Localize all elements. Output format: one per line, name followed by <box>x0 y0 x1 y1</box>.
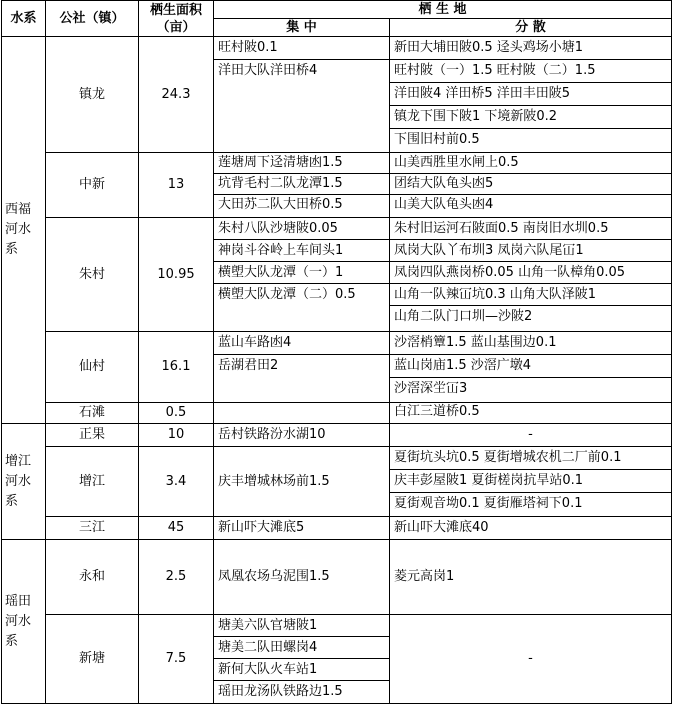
scattered-cell-line: 山角二队门口圳—沙陂2 <box>394 309 533 324</box>
scattered-cell-line: 夏街观音坳0.1 夏街雁塔祠下0.1 <box>394 496 583 511</box>
scattered-cell <box>390 153 672 218</box>
table-header <box>2 1 672 37</box>
commune-cell: 镇龙 <box>46 37 139 153</box>
concentrated-cell-line: 大田苏二队大田桥0.5 <box>218 197 343 212</box>
table-body <box>2 37 672 704</box>
concentrated-cell-line: 洋田大队洋田桥4 <box>218 63 318 78</box>
scattered-cell-line: - <box>528 427 533 442</box>
scattered-cell-line: 新田大埔田陂0.5 迳头鸡场小塘1 <box>390 37 671 60</box>
header-habitat: 栖 生 地 <box>214 1 672 19</box>
concentrated-cell-line: 瑶田龙汤队铁路边1.5 <box>218 684 343 699</box>
table-row <box>2 615 672 704</box>
concentrated-cell-line: 莲塘周下迳清塘凼1.5 <box>214 153 389 174</box>
table-row <box>2 218 672 332</box>
concentrated-cell <box>214 37 390 153</box>
table-row <box>2 403 672 424</box>
table-row <box>2 424 672 447</box>
scattered-cell-line: 凤岗四队燕岗桥0.05 山角一队樟角0.05 <box>390 262 671 284</box>
commune-cell: 正果 <box>46 424 139 447</box>
table-row <box>2 37 672 153</box>
scattered-cell-line: 洋田陂4 洋田桥5 洋田丰田陂5 <box>390 83 671 106</box>
scattered-cell-line: 沙滘梢簟1.5 蓝山基围边0.1 <box>390 332 671 355</box>
concentrated-cell-line: 凤凰农场乌泥围1.5 <box>218 569 330 584</box>
scattered-cell <box>390 540 672 615</box>
area-cell: 10 <box>139 424 214 447</box>
concentrated-cell <box>214 615 390 704</box>
scattered-cell-line: 山美西胜里水闸上0.5 <box>390 153 671 174</box>
concentrated-cell-line: 旺村陂0.1 <box>214 37 389 60</box>
concentrated-cell-line: 新山吓大滩底5 <box>218 520 305 535</box>
header-row-1 <box>2 1 672 19</box>
scattered-cell-line: 团结大队龟头凼5 <box>390 174 671 195</box>
header-system: 水系 <box>2 1 46 37</box>
commune-cell: 增江 <box>46 447 139 517</box>
table-row <box>2 153 672 218</box>
concentrated-cell <box>214 218 390 332</box>
concentrated-cell-line: 蓝山车路凼4 <box>214 332 389 355</box>
water-system-cell: 西福 河水 系 <box>2 37 46 424</box>
area-cell: 3.4 <box>139 447 214 517</box>
concentrated-cell-line: 岳湖君田2 <box>218 358 279 373</box>
concentrated-cell-line: 朱村八队沙塘陂0.05 <box>214 218 389 240</box>
scattered-cell-line: 镇龙下围下陂1 下境新陂0.2 <box>390 106 671 129</box>
commune-cell: 新塘 <box>46 615 139 704</box>
commune-cell: 三江 <box>46 517 139 540</box>
scattered-cell <box>390 447 672 517</box>
commune-cell: 永和 <box>46 540 139 615</box>
water-system-cell: 瑶田 河水 系 <box>2 540 46 704</box>
concentrated-cell <box>214 424 390 447</box>
scattered-cell-line: 夏街坑头坑0.5 夏街增城农机二厂前0.1 <box>390 447 671 470</box>
concentrated-cell-line: 新何大队火车站1 <box>214 659 389 681</box>
table-row <box>2 517 672 540</box>
scattered-cell <box>390 424 672 447</box>
scattered-cell-line: 山角一队辣冚坑0.3 山角大队泽陂1 <box>390 284 671 306</box>
area-cell: 16.1 <box>139 332 214 403</box>
scattered-cell <box>390 37 672 153</box>
scattered-cell-line: 凤岗大队丫布圳3 凤岗六队尾冚1 <box>390 240 671 262</box>
concentrated-cell <box>214 517 390 540</box>
scattered-cell-line: 朱村旧运河石陂面0.5 南岗旧水圳0.5 <box>390 218 671 240</box>
concentrated-cell-line: 塘美二队田螺岗4 <box>214 637 389 659</box>
scattered-cell-line: 白江三道桥0.5 <box>394 404 480 419</box>
scattered-cell-line: 庆丰彭屋陂1 夏街槎岗抗旱站0.1 <box>390 470 671 493</box>
area-cell: 24.3 <box>139 37 214 153</box>
table-row <box>2 332 672 403</box>
scattered-cell <box>390 403 672 424</box>
area-cell: 0.5 <box>139 403 214 424</box>
concentrated-cell-line: 横塱大队龙潭（二）0.5 <box>218 287 356 302</box>
header-concentrated: 集 中 <box>214 19 390 37</box>
scattered-cell-line: 旺村陂（一）1.5 旺村陂（二）1.5 <box>390 60 671 83</box>
scattered-cell-line: 新山吓大滩底40 <box>394 520 489 535</box>
concentrated-cell-line: 横塱大队龙潭（一）1 <box>214 262 389 284</box>
scattered-cell-line: - <box>528 651 533 666</box>
commune-cell: 中新 <box>46 153 139 218</box>
concentrated-cell-line: 坑背毛村二队龙潭1.5 <box>214 174 389 195</box>
scattered-cell-line: 沙滘深坣冚3 <box>394 381 468 396</box>
concentrated-cell-line: 庆丰增城林场前1.5 <box>218 473 330 489</box>
commune-cell: 朱村 <box>46 218 139 332</box>
area-cell: 10.95 <box>139 218 214 332</box>
concentrated-cell <box>214 540 390 615</box>
concentrated-cell <box>214 153 390 218</box>
concentrated-cell-line: 神岗斗谷岭上车间头1 <box>214 240 389 262</box>
header-commune: 公社（镇） <box>46 1 139 37</box>
concentrated-cell <box>214 403 390 424</box>
header-scattered: 分 散 <box>390 19 672 37</box>
scattered-cell <box>390 615 672 704</box>
commune-cell: 石滩 <box>46 403 139 424</box>
scattered-cell-line: 下围旧村前0.5 <box>394 132 480 147</box>
scattered-cell-line: 蓝山岗庙1.5 沙滘广墩4 <box>390 355 671 378</box>
scattered-cell <box>390 218 672 332</box>
water-system-cell: 增江 河水 系 <box>2 424 46 540</box>
concentrated-cell-line: 岳村铁路汾水湖10 <box>218 427 326 442</box>
concentrated-cell-line: 塘美六队官塘陂1 <box>214 615 389 637</box>
area-cell: 45 <box>139 517 214 540</box>
habitat-table <box>1 0 672 704</box>
area-cell: 7.5 <box>139 615 214 704</box>
concentrated-cell <box>214 332 390 403</box>
scattered-cell <box>390 332 672 403</box>
table-row <box>2 447 672 517</box>
table-row <box>2 540 672 615</box>
scattered-cell-line: 山美大队龟头凼4 <box>394 197 494 212</box>
concentrated-cell <box>214 447 390 517</box>
commune-cell: 仙村 <box>46 332 139 403</box>
scattered-cell <box>390 517 672 540</box>
scattered-cell-line: 菱元高岗1 <box>394 569 455 584</box>
area-cell: 13 <box>139 153 214 218</box>
area-cell: 2.5 <box>139 540 214 615</box>
header-area: 栖生面积 （亩） <box>139 1 214 37</box>
